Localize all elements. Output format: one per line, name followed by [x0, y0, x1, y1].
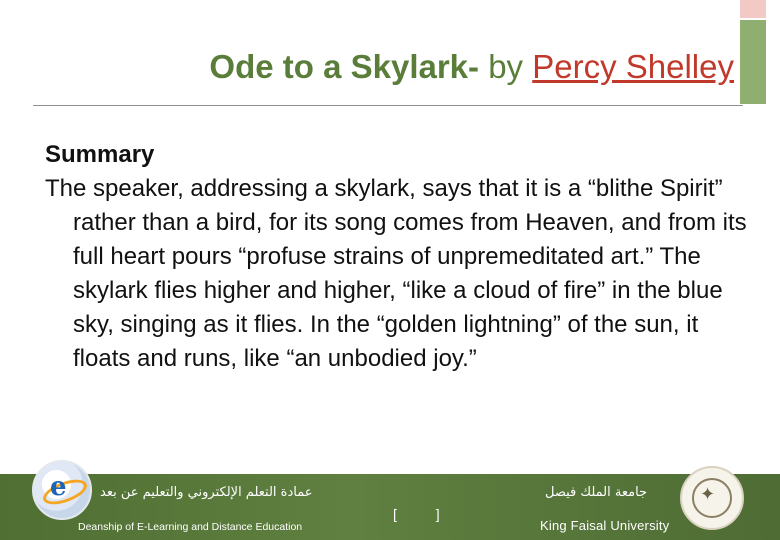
- university-english-label: King Faisal University: [540, 518, 670, 533]
- logo-letter: e: [50, 472, 67, 502]
- slide-body: [45, 138, 750, 376]
- e-learning-logo-icon: [32, 460, 92, 520]
- summary-heading: Summary: [45, 141, 155, 168]
- title-divider: [33, 105, 743, 106]
- deanship-english-label: Deanship of E-Learning and Distance Education: [78, 521, 303, 533]
- title-by: by: [479, 48, 533, 85]
- decor-strip-green: [740, 20, 766, 104]
- university-seal-icon: [680, 466, 744, 530]
- author-link[interactable]: Percy Shelley: [532, 48, 734, 85]
- title-main: Ode to a Skylark-: [209, 48, 480, 85]
- slide-title: [0, 48, 734, 86]
- seal-emblem: ✦: [700, 484, 716, 504]
- decor-strip-pink: [740, 0, 766, 18]
- summary-paragraph: The speaker, addressing a skylark, says that it is a “blithe Spirit” rather than a bird, for its song comes from Heaven, and from its full heart pours “profuse strains of unpremeditated art.” The skylark flies higher and higher, “like a cloud of fire” in the blue sky, singing as it flies. In the “golden lightning” of the sun, it floats and runs, like “an unbodied joy.”: [45, 175, 747, 372]
- deanship-arabic-label: عمادة التعلم الإلكتروني والتعليم عن بعد: [100, 485, 313, 500]
- footer-bar: [0, 474, 780, 540]
- university-arabic-label: جامعة الملك فيصل: [545, 485, 648, 500]
- page-number-placeholder: [ ]: [393, 506, 440, 522]
